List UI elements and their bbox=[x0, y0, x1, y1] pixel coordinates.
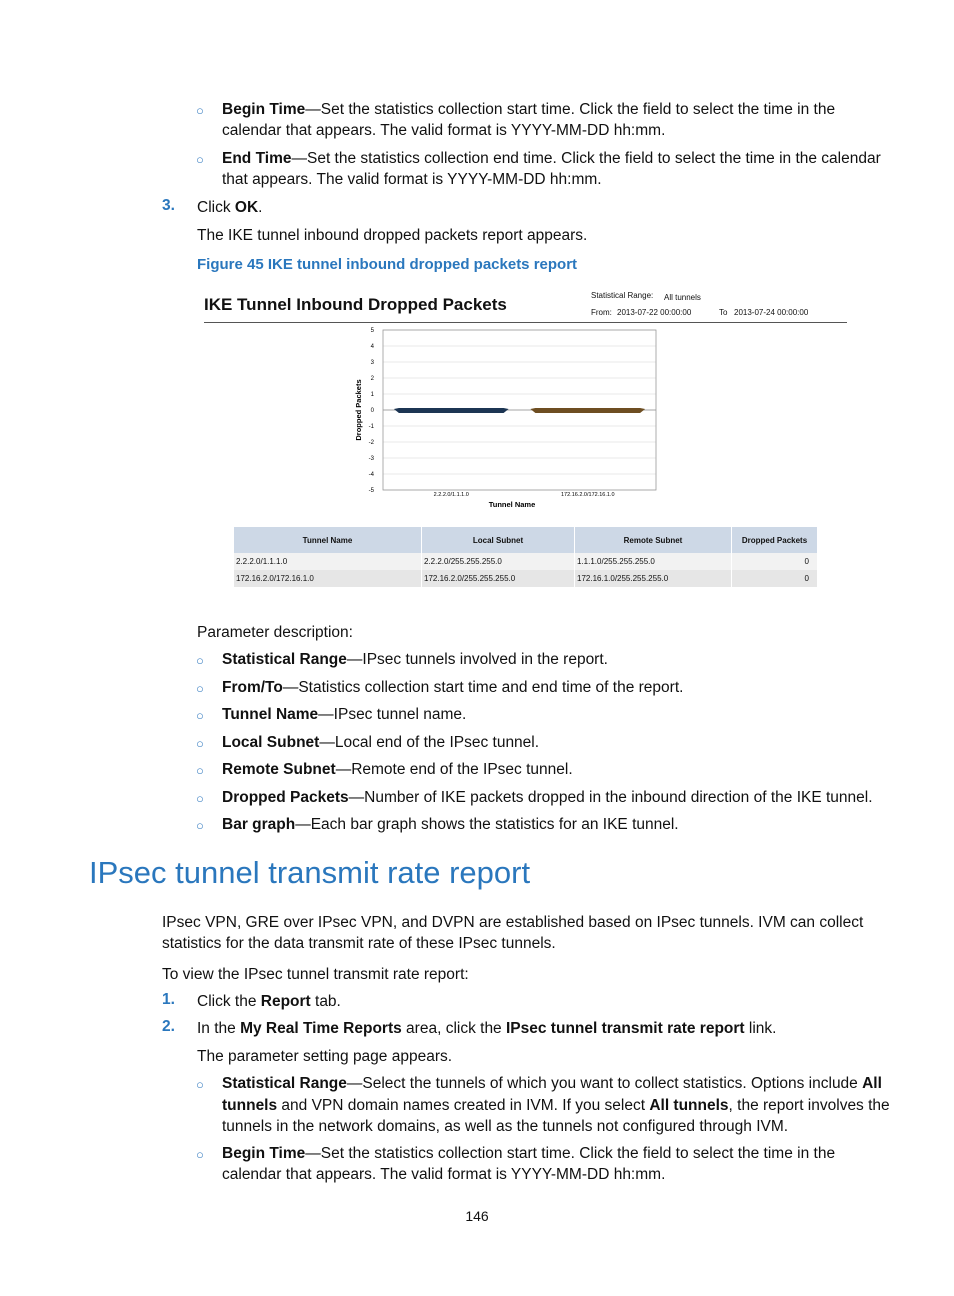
remote-subnet-cell: 1.1.1.0/255.255.255.0 bbox=[575, 553, 732, 570]
dropped-packets-cell: 0 bbox=[732, 570, 818, 587]
step-pre: Click bbox=[197, 199, 235, 216]
column-header: Tunnel Name bbox=[234, 527, 422, 553]
page-number: 146 bbox=[465, 1208, 489, 1224]
bullet-icon: ○ bbox=[196, 818, 204, 833]
end-time-text-cont: that appears. The valid format is YYYY-MM-DD hh:mm. bbox=[222, 171, 602, 188]
dropped-packets-chart bbox=[350, 326, 670, 516]
step-post: tab. bbox=[310, 993, 341, 1010]
tunnel-name-cell: 2.2.2.0/1.1.1.0 bbox=[234, 553, 422, 570]
table-header-row bbox=[234, 527, 818, 553]
bullet-icon: ○ bbox=[196, 152, 204, 167]
parameter-desc: —Remote end of the IPsec tunnel. bbox=[335, 761, 573, 778]
y-tick-label: 5 bbox=[370, 328, 374, 334]
step-post: . bbox=[258, 199, 263, 216]
statistical-range-text bbox=[222, 1073, 882, 1094]
figure-title: IKE Tunnel Inbound Dropped Packets bbox=[204, 295, 507, 314]
y-tick-label: 1 bbox=[370, 392, 374, 398]
parameter-desc: —Local end of the IPsec tunnel. bbox=[319, 734, 540, 751]
y-tick-label: 3 bbox=[370, 360, 374, 366]
step-3-text bbox=[197, 197, 262, 218]
figure-caption: Figure 45 IKE tunnel inbound dropped packets report bbox=[197, 256, 578, 273]
local-subnet-cell: 2.2.2.0/255.255.255.0 bbox=[422, 553, 575, 570]
step-bold: Report bbox=[260, 993, 311, 1010]
column-header: Local Subnet bbox=[422, 527, 575, 553]
desc: —Select the tunnels of which you want to collect statistics. Options include bbox=[346, 1075, 863, 1092]
parameter-item bbox=[222, 759, 573, 780]
step-number: 1. bbox=[162, 991, 175, 1008]
param-desc-label: Parameter description: bbox=[197, 624, 353, 641]
bullet-icon: ○ bbox=[196, 1147, 204, 1162]
desc: —Set the statistics collection start time. Click the field to select the time in the bbox=[305, 101, 836, 118]
begin-time-text-cont: calendar that appears. The valid format is YYYY-MM-DD hh:mm. bbox=[222, 122, 666, 139]
step-2-text bbox=[197, 1018, 776, 1039]
bullet-icon: ○ bbox=[196, 708, 204, 723]
step-pre: Click the bbox=[197, 993, 261, 1010]
y-axis-label: Dropped Packets bbox=[354, 379, 363, 441]
begin-time-text bbox=[222, 99, 835, 120]
from-value: 2013-07-22 00:00:00 bbox=[617, 308, 692, 317]
y-tick-label: -4 bbox=[368, 472, 374, 478]
begin-time-text-cont: calendar that appears. The valid format is YYYY-MM-DD hh:mm. bbox=[222, 1166, 666, 1183]
y-tick-label: 0 bbox=[370, 408, 374, 414]
parameter-term: Local Subnet bbox=[222, 734, 320, 751]
from-label: From: bbox=[591, 308, 612, 317]
step-number: 3. bbox=[162, 197, 175, 214]
term: Begin Time bbox=[222, 1145, 306, 1162]
parameter-term: Tunnel Name bbox=[222, 706, 319, 723]
step-1-text bbox=[197, 991, 341, 1012]
parameter-desc: —Each bar graph shows the statistics for an IKE tunnel. bbox=[295, 816, 679, 833]
y-tick-label: -1 bbox=[368, 424, 374, 430]
parameter-desc: —IPsec tunnel name. bbox=[318, 706, 467, 723]
dropped-packets-cell: 0 bbox=[732, 553, 818, 570]
bullet-icon: ○ bbox=[196, 653, 204, 668]
end-time-text bbox=[222, 148, 881, 169]
begin-time-text bbox=[222, 1143, 835, 1164]
parameter-item bbox=[222, 677, 683, 698]
x-axis-label: Tunnel Name bbox=[488, 500, 536, 509]
bullet-icon: ○ bbox=[196, 681, 204, 696]
step-bold: IPsec tunnel transmit rate report bbox=[506, 1020, 745, 1037]
step-bold: OK bbox=[234, 199, 259, 216]
report-appears-text: The IKE tunnel inbound dropped packets report appears. bbox=[197, 227, 588, 244]
range-label: Statistical Range: bbox=[591, 291, 654, 300]
intro-paragraph-line2: statistics for the data transmit rate of these IPsec tunnels. bbox=[162, 935, 556, 952]
parameter-item bbox=[222, 732, 539, 753]
table-row bbox=[234, 553, 818, 570]
term: All tunnels bbox=[649, 1097, 729, 1114]
term: Statistical Range bbox=[222, 1075, 347, 1092]
desc: —Set the statistics collection start time. Click the field to select the time in the bbox=[305, 1145, 836, 1162]
term: End Time bbox=[222, 150, 292, 167]
parameter-term: Bar graph bbox=[222, 816, 296, 833]
parameter-item bbox=[222, 704, 466, 725]
desc: , the report involves the bbox=[728, 1097, 890, 1114]
y-tick-label: 2 bbox=[370, 376, 374, 382]
bullet-icon: ○ bbox=[196, 103, 204, 118]
report-table bbox=[234, 527, 818, 587]
term: All bbox=[862, 1075, 882, 1092]
section-heading: IPsec tunnel transmit rate report bbox=[89, 855, 531, 890]
step-mid: area, click the bbox=[401, 1020, 506, 1037]
bullet-icon: ○ bbox=[196, 763, 204, 778]
statistical-range-text-cont bbox=[222, 1095, 890, 1116]
parameter-desc: —IPsec tunnels involved in the report. bbox=[346, 651, 608, 668]
intro-paragraph-line1: IPsec VPN, GRE over IPsec VPN, and DVPN are established based on IPsec tunnels. IVM can collect bbox=[162, 914, 864, 931]
parameter-term: From/To bbox=[222, 679, 283, 696]
parameter-desc: —Number of IKE packets dropped in the inbound direction of the IKE tunnel. bbox=[348, 789, 873, 806]
bar bbox=[530, 408, 645, 413]
parameter-desc: —Statistics collection start time and end time of the report. bbox=[282, 679, 684, 696]
range-value: All tunnels bbox=[664, 293, 701, 302]
y-tick-label: -3 bbox=[368, 456, 374, 462]
local-subnet-cell: 172.16.2.0/255.255.255.0 bbox=[422, 570, 575, 587]
column-header: Dropped Packets bbox=[732, 527, 818, 553]
parameter-item bbox=[222, 787, 873, 808]
param-page-text: The parameter setting page appears. bbox=[197, 1048, 453, 1065]
bullet-icon: ○ bbox=[196, 791, 204, 806]
y-tick-label: -5 bbox=[368, 488, 374, 494]
parameter-term: Remote Subnet bbox=[222, 761, 336, 778]
x-tick-label: 2.2.2.0/1.1.1.0 bbox=[433, 492, 469, 498]
to-value: 2013-07-24 00:00:00 bbox=[734, 308, 809, 317]
bullet-icon: ○ bbox=[196, 736, 204, 751]
table-row bbox=[234, 570, 818, 587]
parameter-item bbox=[222, 649, 608, 670]
parameter-item bbox=[222, 814, 679, 835]
tunnel-name-cell: 172.16.2.0/172.16.1.0 bbox=[234, 570, 422, 587]
parameter-term: Dropped Packets bbox=[222, 789, 349, 806]
step-number: 2. bbox=[162, 1018, 175, 1035]
title-rule bbox=[204, 322, 847, 323]
statistical-range-text-cont: tunnels in the network domains, as well as the tunnels not configured through IVM. bbox=[222, 1118, 789, 1135]
y-tick-label: -2 bbox=[368, 440, 374, 446]
bullet-icon: ○ bbox=[196, 1077, 204, 1092]
remote-subnet-cell: 172.16.1.0/255.255.255.0 bbox=[575, 570, 732, 587]
desc: —Set the statistics collection end time. Click the field to select the time in the calendar bbox=[291, 150, 881, 167]
desc: and VPN domain names created in IVM. If you select bbox=[277, 1097, 650, 1114]
to-label: To bbox=[719, 308, 728, 317]
y-tick-label: 4 bbox=[370, 344, 374, 350]
view-report-intro: To view the IPsec tunnel transmit rate report: bbox=[162, 966, 469, 983]
bar bbox=[394, 408, 509, 413]
term: Begin Time bbox=[222, 101, 306, 118]
column-header: Remote Subnet bbox=[575, 527, 732, 553]
term: tunnels bbox=[222, 1097, 278, 1114]
step-pre: In the bbox=[197, 1020, 241, 1037]
x-tick-label: 172.16.2.0/172.16.1.0 bbox=[560, 492, 615, 498]
step-post: link. bbox=[744, 1020, 777, 1037]
parameter-term: Statistical Range bbox=[222, 651, 347, 668]
step-bold: My Real Time Reports bbox=[240, 1020, 402, 1037]
